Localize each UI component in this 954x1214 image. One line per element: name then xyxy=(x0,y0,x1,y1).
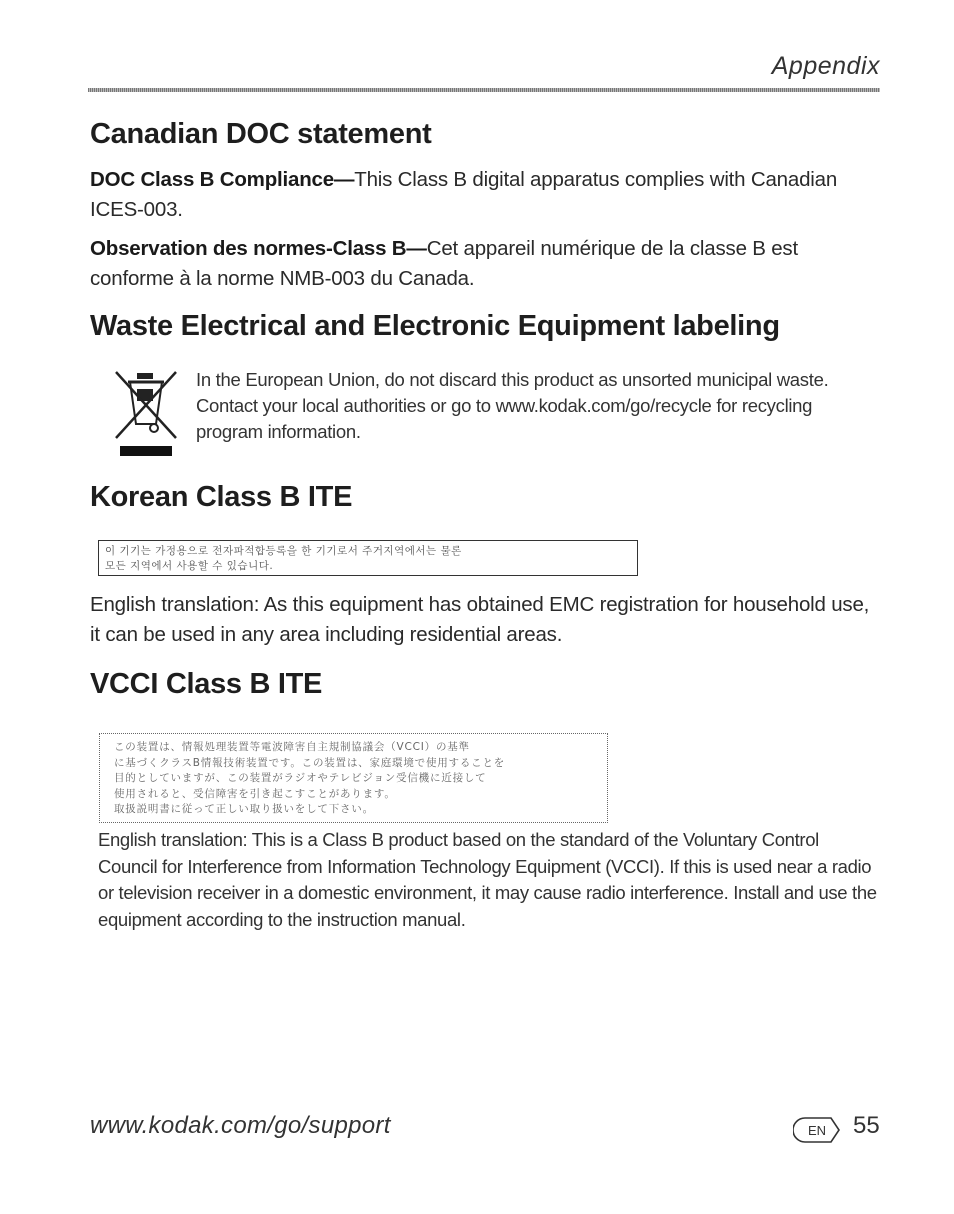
paragraph-doc-compliance xyxy=(90,165,880,225)
korean-notice-line: 모든 지역에서 사용할 수 있습니다. xyxy=(105,560,274,572)
paragraph-observation-normes xyxy=(90,234,880,294)
vcci-notice-line: 使用されると、受信障害を引き起こすことがあります。 xyxy=(114,787,396,800)
vcci-translation: English translation: This is a Class B product based on the standard of the Voluntary Control Council for Interference from Information Technology Equipment (VCCI). If this is used near a radio or television receiver in a domestic environment, it may cause radio interference. Install and use the equipment according to the instruction manual. xyxy=(98,829,877,930)
doc-compliance-lead: DOC Class B Compliance— xyxy=(90,168,355,191)
crossed-out-wheelie-bin-icon xyxy=(112,368,180,456)
korean-translation: English translation: As this equipment has obtained EMC registration for household use, it can be used in any area including residential areas. xyxy=(90,593,870,646)
language-badge-icon xyxy=(793,1116,841,1144)
doc-compliance-text: This Class B digital apparatus complies with Canadian ICES-003. xyxy=(90,168,838,221)
observation-text: Cet appareil numérique de la classe B est conforme à la norme NMB-003 du Canada. xyxy=(90,237,798,290)
observation-lead: Observation des normes-Class B— xyxy=(90,237,427,260)
vcci-notice-line: 取扱説明書に従って正しい取り扱いをして下さい。 xyxy=(114,803,374,815)
korean-notice-box xyxy=(98,540,638,576)
vcci-notice-box xyxy=(99,733,608,823)
heading-canadian-doc: Canadian DOC statement xyxy=(90,118,432,150)
heading-weee: Waste Electrical and Electronic Equipment labeling xyxy=(90,310,780,342)
header-rule xyxy=(88,88,880,92)
heading-vcci-class-b: VCCI Class B ITE xyxy=(90,668,323,700)
vcci-notice-line: この装置は、情報処理装置等電波障害自主規制協議会（VCCI）の基準 xyxy=(114,741,470,753)
vcci-notice-line: に基づくクラスB情報技術装置です。この装置は、家庭環境で使用することを xyxy=(114,756,506,769)
vcci-notice-line: 目的としていますが、この装置がラジオやテレビジョン受信機に近接して xyxy=(114,772,487,784)
footer-support-url[interactable]: www.kodak.com/go/support xyxy=(90,1112,391,1139)
page-number: 55 xyxy=(853,1112,880,1139)
weee-text: In the European Union, do not discard this product as unsorted municipal waste. Contact your local authorities or go to www.kodak.com/go/recycle for recycling program information. xyxy=(196,369,829,442)
language-badge-label: EN xyxy=(807,1123,827,1138)
korean-notice-line: 이 기기는 가정용으로 전자파적합등록을 한 기기로서 주거지역에서는 물론 xyxy=(105,545,462,557)
running-head: Appendix xyxy=(771,52,880,80)
heading-korean-class-b: Korean Class B ITE xyxy=(90,481,353,513)
